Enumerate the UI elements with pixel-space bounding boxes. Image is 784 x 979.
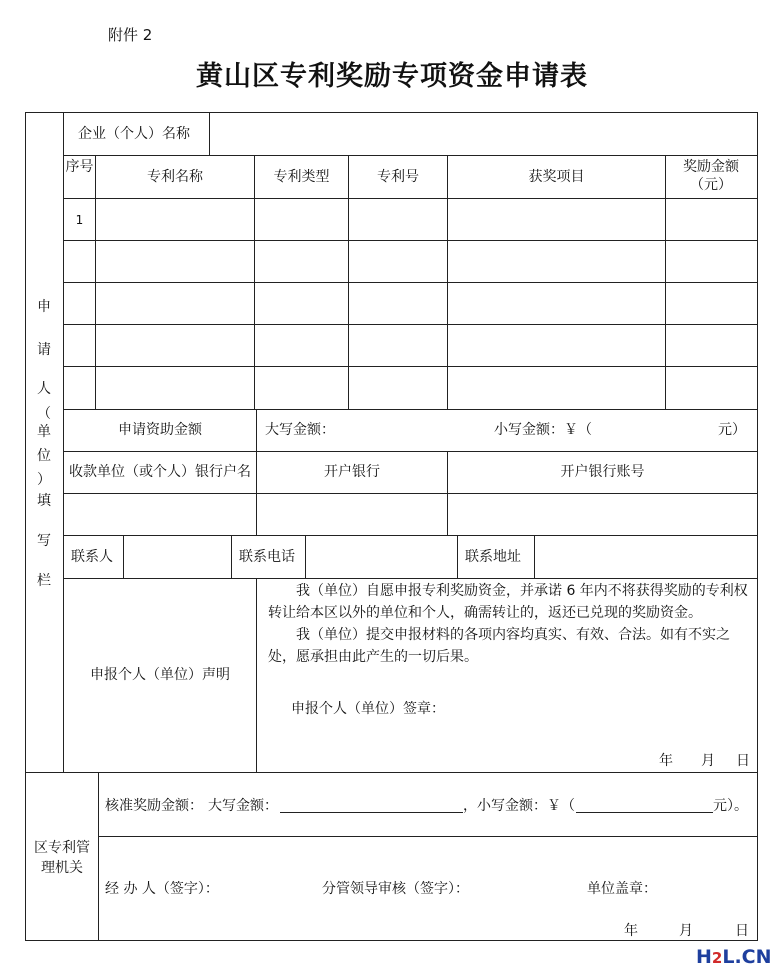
company-name-field[interactable] xyxy=(210,113,756,155)
watermark-2: 2 xyxy=(711,949,723,967)
authority-date-year: 年 xyxy=(624,923,638,939)
watermark-dot: . xyxy=(734,946,742,968)
contact-label: 联系人 xyxy=(71,549,113,565)
applicant-side-label: 申 请 人 （ 单 位 ） 填 写 栏 xyxy=(37,299,51,589)
declaration-text xyxy=(268,580,752,668)
handler-label: 经 办 人（签字）： xyxy=(105,881,219,897)
amount-small-end: 元） xyxy=(718,422,746,438)
watermark-h: H xyxy=(696,946,712,968)
seal-label: 单位盖章： xyxy=(587,881,657,897)
signature-label: 申报个人（单位）签章： xyxy=(291,701,445,717)
amount-label: 申请资助金额 xyxy=(118,422,202,438)
form-title: 黄山区专利奖励专项资金申请表 xyxy=(196,61,588,92)
col-header-patent-name: 专利名称 xyxy=(147,169,203,185)
watermark-cn: CN xyxy=(741,946,772,968)
col-header-award-amount: 奖励金额（元） xyxy=(683,159,739,193)
approved-capital-label: 大写金额： xyxy=(208,798,278,814)
applicant-date-day: 日 xyxy=(736,753,750,769)
authority-date-day: 日 xyxy=(735,923,749,939)
bank-account-label: 开户银行账号 xyxy=(560,464,645,480)
col-header-award-project: 获奖项目 xyxy=(528,169,585,185)
annex-label: 附件 2 xyxy=(108,26,153,44)
col-header-index: 序号 xyxy=(65,159,94,175)
amount-capital-label: 大写金额： xyxy=(265,422,335,438)
address-label: 联系地址 xyxy=(465,549,521,565)
site-watermark-logo xyxy=(696,946,772,968)
approved-amount-label: 核准奖励金额： xyxy=(105,798,203,814)
col-header-patent-type: 专利类型 xyxy=(273,169,330,185)
applicant-date-month: 月 xyxy=(701,753,715,769)
authority-side-label: 区专利管理机关 xyxy=(34,840,90,876)
approved-small-blank[interactable] xyxy=(576,812,713,813)
declaration-paragraph-2: 我（单位）提交申报材料的各项内容均真实、有效、合法。如有不实之处，愿承担由此产生的一切后果。 xyxy=(268,627,730,665)
phone-label: 联系电话 xyxy=(239,549,295,565)
approved-small-end: 元）。 xyxy=(713,798,748,814)
company-name-label: 企业（个人）名称 xyxy=(78,126,190,142)
approved-small-label: ，小写金额：￥（ xyxy=(463,798,575,814)
watermark-l: L xyxy=(722,946,735,968)
applicant-date-year: 年 xyxy=(659,753,673,769)
bank-name-label: 开户银行 xyxy=(324,464,380,480)
declaration-paragraph-1: 我（单位）自愿申报专利奖励资金，并承诺 6 年内不将获得奖励的专利权转让给本区以外的单位和个人，确需转让的，返还已兑现的奖励资金。 xyxy=(268,583,748,621)
bank-holder-label: 收款单位（或个人）银行户名 xyxy=(69,464,251,480)
row-index-1: 1 xyxy=(75,213,84,227)
declaration-label: 申报个人（单位）声明 xyxy=(90,667,230,683)
reviewer-label: 分管领导审核（签字）： xyxy=(322,881,469,897)
authority-date-month: 月 xyxy=(679,923,693,939)
amount-small-label: 小写金额：￥（ xyxy=(494,422,592,438)
approved-capital-blank[interactable] xyxy=(280,812,463,813)
col-header-patent-number: 专利号 xyxy=(377,169,419,185)
